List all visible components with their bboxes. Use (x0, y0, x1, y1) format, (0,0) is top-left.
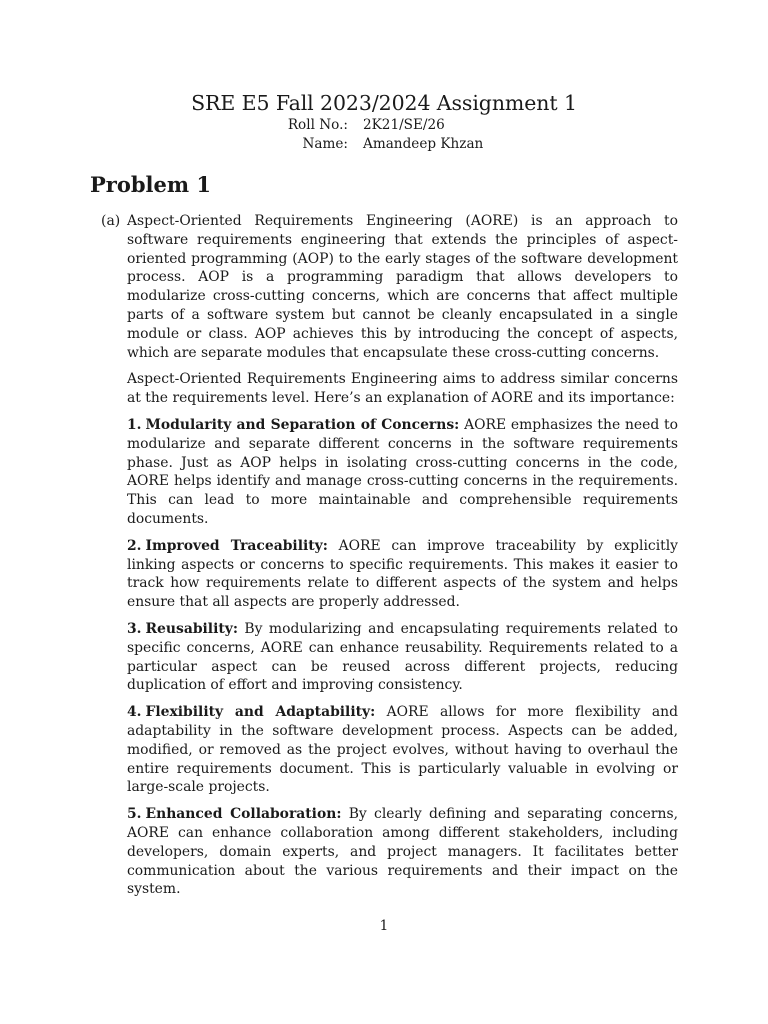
author-info (0, 116, 768, 154)
roll-number-row (0, 116, 768, 135)
point-heading: Enhanced Collaboration: (145, 806, 342, 823)
point-heading: Modularity and Separation of Concerns: (145, 416, 460, 433)
point-text: AORE emphasizes the need to modularize and separate different concerns in the software requirements phase. Just as AOP helps in isolating cross-cutting concerns in the code, AORE helps identify and manage cross-cutting concerns in the requirements. This can lead to more maintainable and comprehensible requirements documents. (127, 416, 678, 527)
answer-body (127, 212, 678, 907)
point-text: By modularizing and encapsulating requirements related to specific concerns, AORE can enhance reusability. Requirements related to a particular aspect can be reused across different projects, reducing duplication of effort and improving consistency. (127, 620, 678, 694)
point-number: 4. (127, 704, 142, 721)
item-label: (a) (101, 213, 121, 229)
point-text: By clearly defining and separating concerns, AORE can enhance collaboration among different stakeholders, including developers, domain experts, and project managers. It facilitates better communication about the various requirements and their impact on the system. (127, 806, 678, 898)
document-title: SRE E5 Fall 2023/2024 Assignment 1 (191, 91, 577, 115)
page-number: 1 (379, 918, 389, 934)
point-text: AORE allows for more flexibility and adaptability in the software development process. Aspects can be added, modified, or removed as the project evolves, without having to overhaul the entire requirements document. This is particularly valuable in evolving or large-scale projects. (127, 704, 679, 796)
name-label: Name: (302, 136, 348, 152)
point-number: 1. (127, 416, 142, 433)
roll-number-label: Roll No.: (287, 117, 348, 133)
point-paragraph (127, 537, 678, 612)
point-heading: Reusability: (145, 620, 238, 637)
point-heading: Improved Traceability: (145, 537, 328, 554)
name-value: Amandeep Khzan (363, 136, 484, 152)
point-text: AORE can improve traceability by explicitly linking aspects or concerns to specific requirements. This makes it easier to track how requirements relate to different aspects of the system and helps ensure that all aspects are properly addressed. (127, 537, 679, 611)
point-paragraph (127, 620, 678, 695)
roll-number-value: 2K21/SE/26 (363, 117, 445, 133)
point-number: 2. (127, 537, 142, 554)
point-heading: Flexibility and Adaptability: (145, 704, 376, 721)
point-paragraph (127, 805, 678, 899)
second-paragraph: Aspect-Oriented Requirements Engineering aims to address similar concerns at the requirements level. Here’s an explanation of AORE and its importance: (127, 371, 678, 407)
problem-heading: Problem 1 (90, 172, 212, 197)
point-number: 5. (127, 806, 142, 823)
point-number: 3. (127, 620, 142, 637)
name-row (0, 135, 768, 154)
point-paragraph (127, 703, 678, 797)
point-paragraph (127, 416, 678, 529)
intro-paragraph: Aspect-Oriented Requirements Engineering (AORE) is an approach to software requirements engineering that extends the principles of aspect-oriented programming (AOP) to the early stages of the software development process. AOP is a programming paradigm that allows developers to modularize cross-cutting concerns, which are concerns that affect multiple parts of a software system but cannot be cleanly encapsulated in a single module or class. AOP achieves this by introducing the concept of aspects, which are separate modules that encapsulate these cross-cutting concerns. (127, 213, 678, 361)
